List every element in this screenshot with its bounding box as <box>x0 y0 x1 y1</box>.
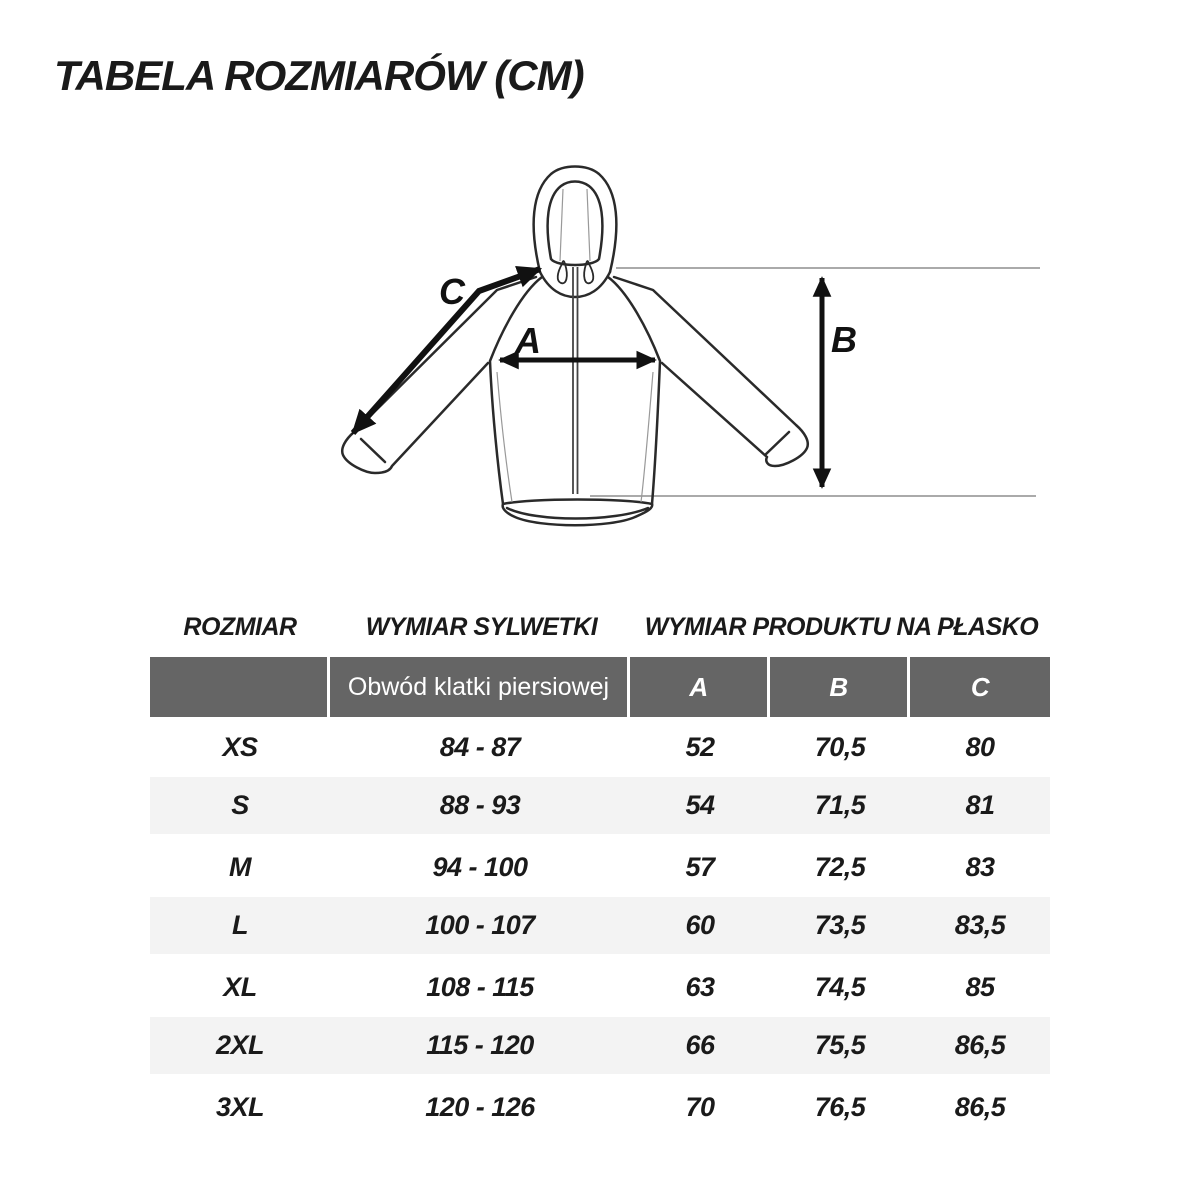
size-table-body <box>150 717 1050 1137</box>
table-row <box>150 1077 1050 1137</box>
cell-size: 3XL <box>215 1091 265 1122</box>
cell-size: XL <box>223 971 257 1002</box>
table-row <box>150 957 1050 1017</box>
hood-opening <box>548 182 603 266</box>
cell-c: 81 <box>965 790 995 820</box>
table-row <box>150 897 1050 957</box>
group-header-sylwetka: WYMIAR SYLWETKI <box>365 613 598 641</box>
cell-b: 75,5 <box>814 1030 866 1060</box>
table-group-headers <box>150 605 1050 653</box>
cell-chest: 94 - 100 <box>432 851 528 882</box>
zipper <box>573 267 578 494</box>
hem <box>503 500 653 526</box>
subheader-chest: Obwód klatki piersiowej <box>330 657 630 717</box>
cell-chest: 108 - 115 <box>426 971 534 1002</box>
cell-a: 66 <box>685 1030 715 1060</box>
size-table <box>150 657 1050 1137</box>
cell-b: 73,5 <box>814 910 866 940</box>
cell-c: 83 <box>965 851 995 882</box>
cell-chest: 115 - 120 <box>426 1030 534 1060</box>
table-row <box>150 777 1050 837</box>
subheader-empty <box>150 657 330 717</box>
cell-a: 70 <box>685 1091 715 1122</box>
cell-c: 86,5 <box>954 1030 1006 1060</box>
cell-b: 71,5 <box>814 790 866 820</box>
cell-chest: 120 - 126 <box>425 1091 535 1122</box>
page-title: TABELA ROZMIARÓW (CM) <box>54 52 584 99</box>
label-c: C <box>439 271 465 312</box>
subheader-a: A <box>630 657 770 717</box>
cell-b: 76,5 <box>814 1091 866 1122</box>
cell-b: 72,5 <box>814 851 866 882</box>
cell-c: 83,5 <box>954 910 1006 940</box>
label-a: A <box>515 320 541 361</box>
cell-a: 63 <box>685 971 715 1002</box>
reference-lines <box>590 268 1040 496</box>
cell-a: 54 <box>685 790 715 820</box>
sleeve-right <box>614 277 808 466</box>
cell-size: M <box>229 851 251 882</box>
group-header-rozmiar: ROZMIAR <box>183 613 297 641</box>
collar <box>540 272 610 297</box>
cell-chest: 84 - 87 <box>439 731 521 762</box>
cell-size: 2XL <box>215 1030 265 1060</box>
cell-a: 57 <box>685 851 715 882</box>
body-left <box>490 277 542 504</box>
table-row <box>150 717 1050 777</box>
label-b: B <box>831 319 857 360</box>
cell-chest: 100 - 107 <box>425 910 535 940</box>
cell-size: L <box>232 910 248 940</box>
table-row <box>150 837 1050 897</box>
body-right <box>608 277 660 504</box>
cell-c: 80 <box>965 731 995 762</box>
cell-c: 86,5 <box>954 1091 1006 1122</box>
table-subheader-row <box>150 657 1050 717</box>
cell-b: 70,5 <box>814 731 866 762</box>
cell-a: 60 <box>685 910 715 940</box>
subheader-c: C <box>910 657 1050 717</box>
measurement-arrows <box>353 269 822 487</box>
group-header-produkt: WYMIAR PRODUKTU NA PŁASKO <box>644 613 1039 641</box>
cell-chest: 88 - 93 <box>439 790 521 820</box>
cell-a: 52 <box>685 731 715 762</box>
cell-c: 85 <box>965 971 995 1002</box>
subheader-b: B <box>770 657 910 717</box>
cell-size: XS <box>222 731 258 762</box>
cell-size: S <box>231 790 249 820</box>
cell-b: 74,5 <box>814 971 866 1002</box>
table-row <box>150 1017 1050 1077</box>
jacket-outline <box>342 167 808 526</box>
